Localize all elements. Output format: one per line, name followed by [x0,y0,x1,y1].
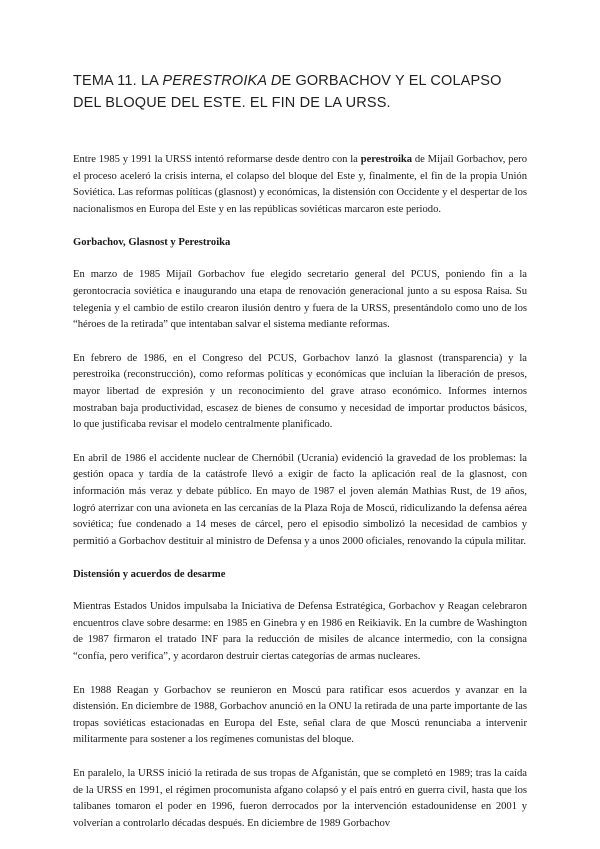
title-italic: PERESTROIKA D [162,73,282,89]
intro-bold-term: perestroika [360,154,413,165]
section1-paragraph-1: En marzo de 1985 Mijaíl Gorbachov fue elegido secretario general del PCUS, poniendo fin a la gerontocracia soviética e inaugurando una etapa de renovación generacional junto a su esposa Raisa. Su telegenia y el cambio de estilo crearon ilusión dentro y fuera de la URSS, presentándolo como uno de los “héroes de la retirada” que intentaban salvar el sistema mediante reformas. [73,269,527,331]
document-page [73,70,527,849]
section-heading-distension: Distensión y acuerdos de desarme [73,569,226,581]
intro-after: de Mijaíl Gorbachov, pero el proceso aceleró la crisis interna, el colapso del bloque del Este y, finalmente, el fin de la propia Unión Soviética. Las reformas políticas (glasnost) y económicas, la distensión con Occidente y el despertar de los nacionalismos en Europa del Este y en las repúblicas soviéticas marcaron este periodo. [73,154,528,215]
title-part-2: E GORBACHOV Y EL COLAPSO DEL BLOQUE DEL ESTE. EL FIN DE LA URSS. [73,73,502,111]
title-part-1: TEMA 11. LA [73,73,163,89]
intro-paragraph [73,152,527,218]
section2-paragraph-1: Mientras Estados Unidos impulsaba la Iniciativa de Defensa Estratégica, Gorbachov y Reagan celebraron encuentros clave sobre desarme: en 1985 en Ginebra y en 1986 en Reikiavik. En la cumbre de Washington de 1987 firmaron el tratado INF para la reducción de misiles de alcance intermedio, con la consigna “confía, pero verifica”, y acordaron destruir ciertas categorías de armas nucleares. [73,601,527,663]
section1-paragraph-3: En abril de 1986 el accidente nuclear de Chernóbil (Ucrania) evidenció la gravedad de los problemas: la gestión opaca y tardía de la catástrofe llevó a exigir de facto la aplicación real de la glasnost, con información más veraz y debate público. En mayo de 1987 el joven alemán Mathias Rust, de 19 años, logró aterrizar con una avioneta en las cercanías de la Plaza Roja de Moscú, ridiculizando la defensa aérea soviética; fue condenado a 14 meses de cárcel, pero el episodio simbolizó la necesidad de cambios y permitió a Gorbachov destituir al ministro de Defensa y a unos 2000 oficiales, renovando la cúpula militar. [73,452,527,547]
page-title [73,70,527,114]
section2-paragraph-2: En 1988 Reagan y Gorbachov se reunieron en Moscú para ratificar esos acuerdos y avanzar en la distensión. En diciembre de 1988, Gorbachov anunció en la ONU la retirada de una parte importante de las tropas soviéticas estacionadas en Europa del Este, señal clara de que Moscú renunciaba a intervenir militarmente para sostener a los regímenes comunistas del bloque. [73,684,527,746]
section2-paragraph-3: En paralelo, la URSS inició la retirada de sus tropas de Afganistán, que se completó en 1989; tras la caída de la URSS en 1991, el régimen procomunista afgano colapsó y el país entró en guerra civil, hasta que los talibanes tomaron el poder en 1996, fueron derrocados por la intervención estadounidense en 2001 y volverían a controlarlo décadas después. En diciembre de 1989 Gorbachov [73,768,527,829]
intro-before: Entre 1985 y 1991 la URSS intentó reformarse desde dentro con la [73,154,361,165]
section1-paragraph-2: En febrero de 1986, en el Congreso del PCUS, Gorbachov lanzó la glasnost (transparencia) y la perestroika (reconstrucción), como reformas políticas y económicas que incluían la liberación de presos, mayor libertad de expresión y un reconocimiento del grave atraso económico. Informes internos mostraban baja productividad, escasez de bienes de consumo y necesidad de importar productos básicos, lo que justificaba revisar el modelo centralmente planificado. [73,352,527,431]
section-heading-gorbachov: Gorbachov, Glasnost y Perestroika [73,237,231,249]
